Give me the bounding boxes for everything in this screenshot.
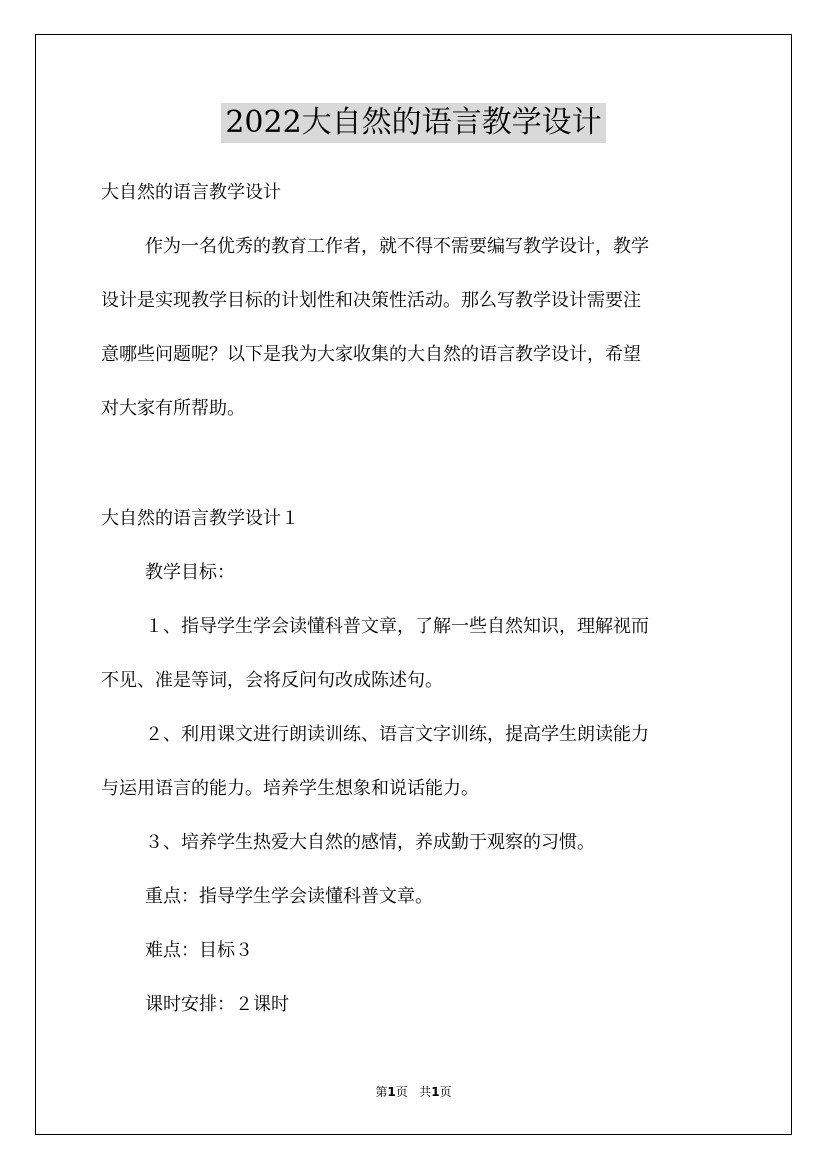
- key-point: 重点：指导学生学会读懂科普文章。: [145, 886, 433, 907]
- section-heading: 大自然的语言教学设计１: [101, 508, 299, 529]
- intro-line-2: 设计是实现教学目标的计划性和决策性活动。那么写教学设计需要注: [101, 290, 641, 311]
- goal-3: ３、培养学生热爱大自然的感情，养成勤于观察的习惯。: [145, 832, 595, 853]
- goal-1-line-1: １、指导学生学会读懂科普文章，了解一些自然知识，理解视而: [145, 616, 649, 637]
- subtitle: 大自然的语言教学设计: [101, 182, 281, 203]
- total-prefix: 共: [419, 1085, 432, 1099]
- page-prefix: 第: [375, 1085, 388, 1099]
- total-pages: 1: [431, 1085, 440, 1099]
- goals-label: 教学目标：: [145, 562, 235, 583]
- page-footer: [0, 1083, 827, 1100]
- page-number: 1: [387, 1085, 396, 1099]
- page-suffix: 页: [395, 1085, 408, 1099]
- schedule: 课时安排：２课时: [145, 994, 289, 1015]
- goal-1-line-2: 不见、准是等词，会将反问句改成陈述句。: [101, 670, 443, 691]
- document-title: 2022大自然的语言教学设计: [221, 103, 605, 143]
- intro-line-4: 对大家有所帮助。: [101, 398, 245, 419]
- intro-line-1: 作为一名优秀的教育工作者，就不得不需要编写教学设计，教学: [145, 236, 649, 257]
- difficulty: 难点：目标３: [145, 940, 253, 961]
- title-container: [0, 103, 827, 143]
- total-suffix: 页: [439, 1085, 452, 1099]
- intro-line-3: 意哪些问题呢？以下是我为大家收集的大自然的语言教学设计，希望: [101, 344, 641, 365]
- goal-2-line-1: ２、利用课文进行朗读训练、语言文字训练，提高学生朗读能力: [145, 724, 649, 745]
- goal-2-line-2: 与运用语言的能力。培养学生想象和说话能力。: [101, 778, 479, 799]
